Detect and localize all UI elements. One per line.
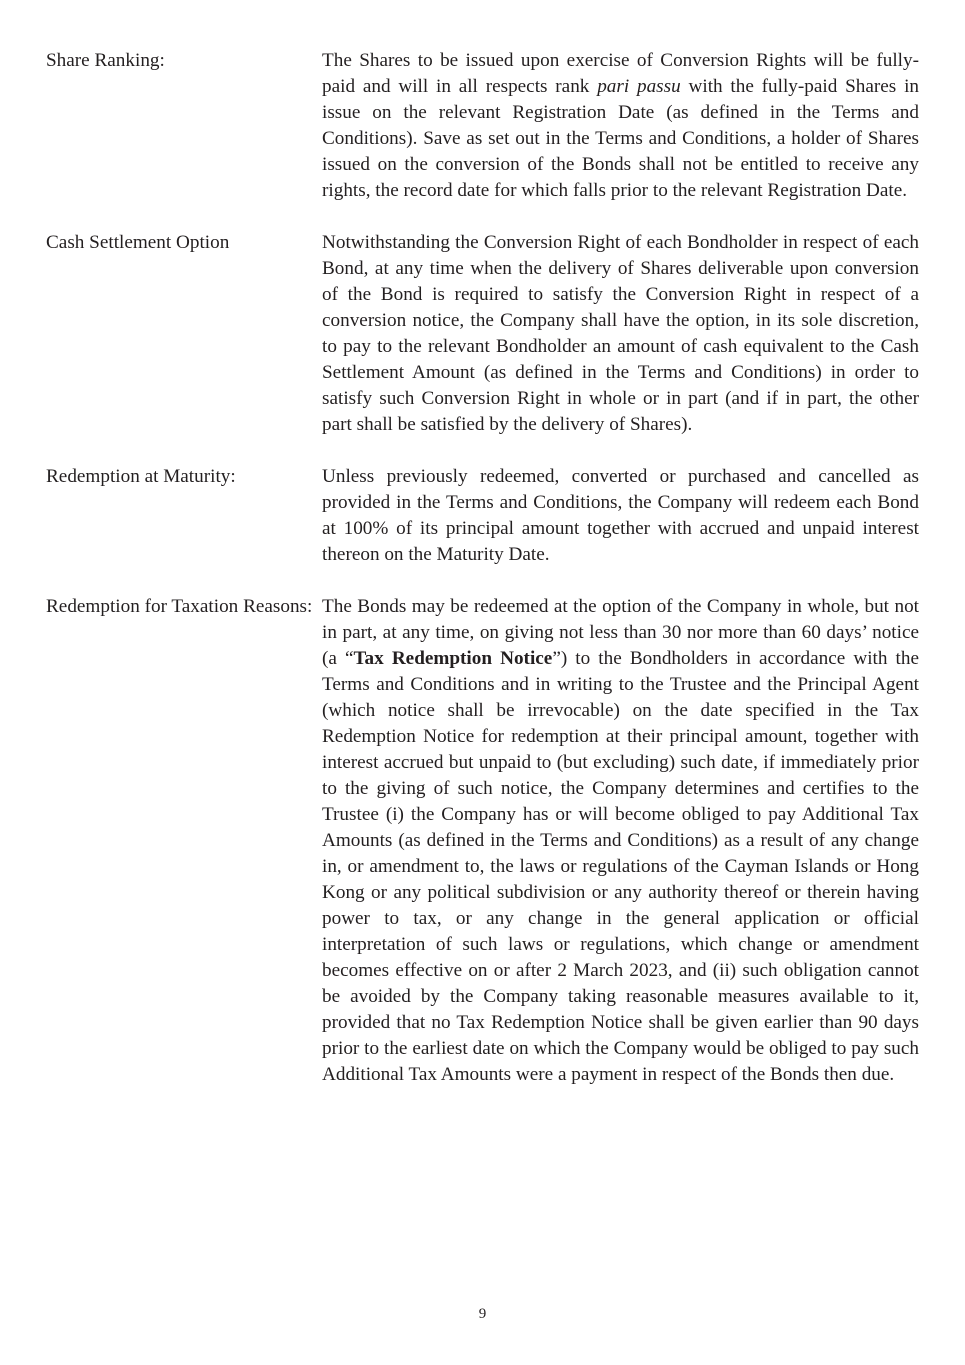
term-body-bold: Tax Redemption Notice bbox=[353, 648, 553, 669]
term-body-text: The Bonds may be redeemed at the option of the Company in whole, but not in part, at any time, on giving not less than 30 nor more than 60 days’ notice (a “ bbox=[322, 596, 919, 669]
term-body-text: with the fully-paid Shares in issue on the relevant Registration Date (as defined in the Terms and Conditions). Save as set out in the Terms and Conditions, a holder of Shares issued on the conversion of the Bonds shall not be entitled to receive any rights, the record date for which falls prior to the relevant Registration Date. bbox=[322, 76, 920, 201]
term-label: Share Ranking: bbox=[46, 50, 165, 71]
term-cash-settlement-option bbox=[46, 230, 919, 438]
term-label: Redemption for Taxation Reasons: bbox=[46, 596, 313, 617]
term-redemption-for-taxation-reasons bbox=[46, 594, 919, 1088]
term-body-italic: pari passu bbox=[597, 76, 681, 97]
term-body bbox=[322, 48, 919, 204]
term-body-text: Unless previously redeemed, converted or purchased and cancelled as provided in the Terms and Conditions, the Company will redeem each Bond at 100% of its principal amount together with accrued and unpaid interest thereon on the Maturity Date. bbox=[322, 466, 919, 565]
terms-list bbox=[46, 48, 919, 1114]
term-body-text: The Shares to be issued upon exercise of Conversion Rights will be fully-paid and will in all respects rank bbox=[322, 50, 919, 97]
term-label: Redemption at Maturity: bbox=[46, 466, 236, 487]
page-number: 9 bbox=[478, 1306, 487, 1322]
term-redemption-at-maturity bbox=[46, 464, 919, 568]
term-body bbox=[322, 464, 919, 568]
term-share-ranking bbox=[46, 48, 919, 204]
term-body-text: ”) to the Bondholders in accordance with the Terms and Conditions and in writing to the Trustee and the Principal Agent (which notice shall be irrevocable) on the date specified in the Tax Redemption Notice for redemption at their principal amount, together with interest accrued but unpaid to (but excluding) such date, if immediately prior to the giving of such notice, the Company determines and certifies to the Trustee (i) the Company has or will become obliged to pay Additional Tax Amounts (as defined in the Terms and Conditions) as a result of any change in, or amendment to, the laws or regulations of the Cayman Islands or Hong Kong or any political subdivision or any authority thereof or therein having power to tax, or any change in the general application or official interpretation of such laws or regulations, which change or amendment becomes effective on or after 2 March 2023, and (ii) such obligation cannot be avoided by the Company taking reasonable measures available to it, provided that no Tax Redemption Notice shall be given earlier than 90 days prior to the earliest date on which the Company would be obliged to pay such Additional Tax Amounts were a payment in respect of the Bonds then due. bbox=[322, 648, 919, 1085]
term-body bbox=[322, 594, 919, 1088]
term-label: Cash Settlement Option bbox=[46, 232, 230, 253]
term-body bbox=[322, 230, 919, 438]
term-body-text: Notwithstanding the Conversion Right of each Bondholder in respect of each Bond, at any time when the delivery of Shares deliverable upon conversion of the Bond is required to satisfy the Conversion Right in respect of a conversion notice, the Company shall have the option, in its sole discretion, to pay to the relevant Bondholder an amount of cash equivalent to the Cash Settlement Amount (as defined in the Terms and Conditions) in order to satisfy such Conversion Right in whole or in part (and if in part, the other part shall be satisfied by the delivery of Shares). bbox=[322, 232, 919, 435]
